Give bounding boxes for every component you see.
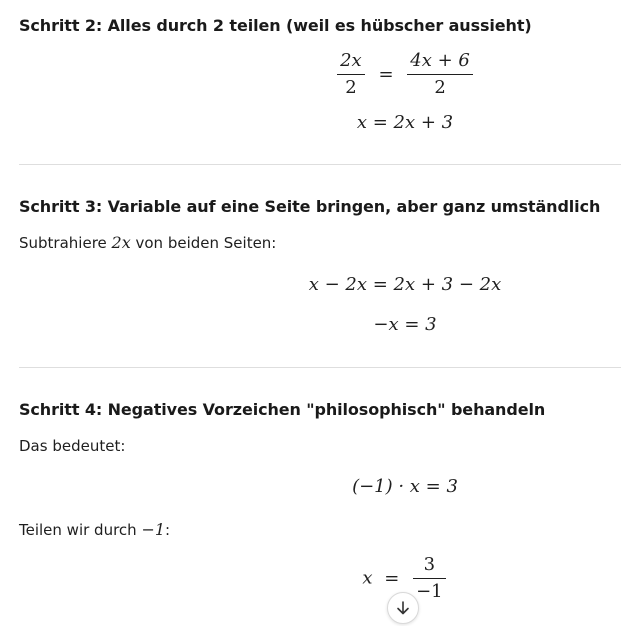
step4-text-2 — [19, 519, 170, 541]
step4-text-before: Teilen wir durch — [19, 521, 142, 539]
step3-text — [19, 232, 276, 254]
step4-text-after: : — [165, 521, 171, 539]
divider — [19, 367, 621, 368]
equals-sign: = — [384, 567, 400, 589]
lhs-variable: x — [362, 567, 373, 589]
rhs-fraction — [407, 50, 473, 99]
step2-equation-fraction — [19, 50, 621, 99]
step4-inline-math: −1 — [141, 520, 166, 539]
step4-equation-2 — [19, 554, 621, 603]
lhs-fraction — [337, 50, 365, 99]
step4-equation-1: (−1) · x = 3 — [352, 476, 458, 497]
equals-sign: = — [378, 63, 394, 85]
divider — [19, 164, 621, 165]
result-numerator: 3 — [413, 554, 446, 579]
step4-text-1: Das bedeutet: — [19, 437, 126, 455]
lhs-numerator: 2x — [337, 50, 365, 75]
result-fraction — [413, 554, 446, 603]
result-denominator: −1 — [416, 581, 443, 602]
arrow-down-icon — [395, 600, 411, 616]
step2-equation-result: x = 2x + 3 — [356, 112, 454, 133]
step3-text-before: Subtrahiere — [19, 234, 112, 252]
lhs-denominator: 2 — [345, 77, 357, 98]
rhs-denominator: 2 — [434, 77, 446, 98]
step2-heading: Schritt 2: Alles durch 2 teilen (weil es hübscher aussieht) — [19, 16, 532, 35]
step4-heading: Schritt 4: Negatives Vorzeichen "philosophisch" behandeln — [19, 400, 546, 419]
step3-inline-math: 2x — [111, 233, 131, 252]
step3-equation-2: −x = 3 — [373, 314, 437, 335]
step3-heading: Schritt 3: Variable auf eine Seite bringen, aber ganz umständlich — [19, 197, 601, 216]
rhs-numerator: 4x + 6 — [407, 50, 473, 75]
step3-equation-1: x − 2x = 2x + 3 − 2x — [308, 274, 502, 295]
scroll-to-bottom-button[interactable] — [387, 592, 419, 624]
step3-text-after: von beiden Seiten: — [130, 234, 277, 252]
